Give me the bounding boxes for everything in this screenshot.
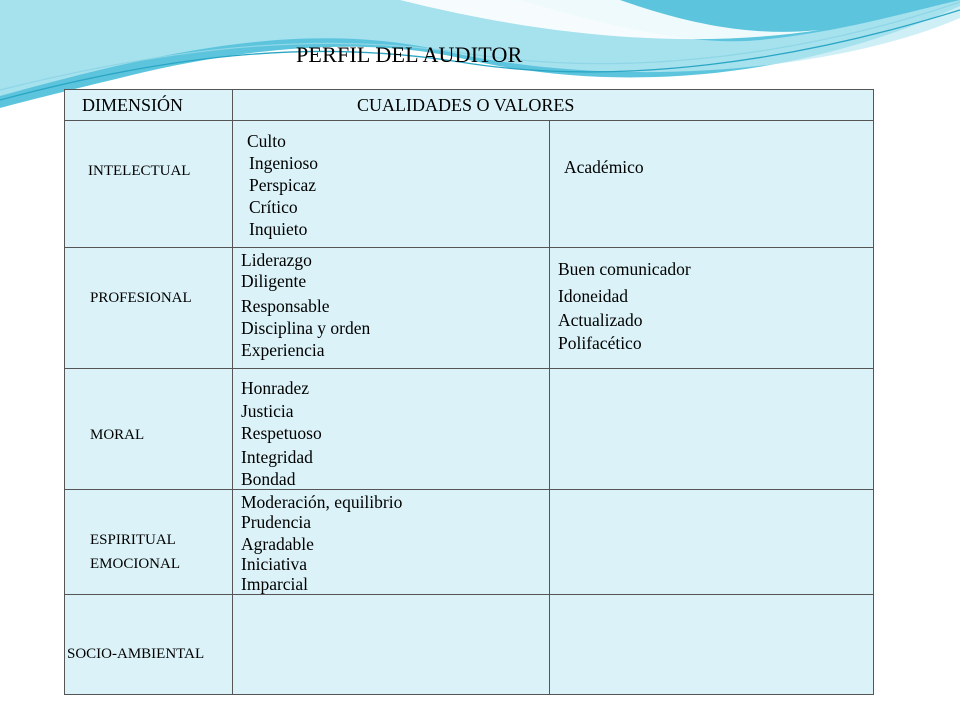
- header-qualities: CUALIDADES O VALORES: [357, 95, 575, 115]
- row-divider: [65, 489, 873, 490]
- row-divider: [65, 594, 873, 595]
- quality-item: Actualizado: [558, 310, 643, 330]
- quality-list-espiritual: [241, 492, 402, 595]
- quality-list-intelectual-extra: [564, 156, 644, 178]
- quality-list-profesional-extra: [558, 258, 691, 354]
- column-divider: [232, 90, 233, 694]
- page-title: PERFIL DEL AUDITOR: [296, 42, 523, 67]
- quality-item: Agradable: [241, 534, 314, 554]
- quality-item: Prudencia: [241, 512, 311, 532]
- quality-item: Ingenioso: [249, 153, 319, 173]
- quality-item: Experiencia: [241, 340, 325, 360]
- quality-item: Inquieto: [249, 219, 308, 239]
- quality-list-intelectual: [247, 130, 318, 240]
- quality-list-profesional: [241, 250, 370, 361]
- quality-item: Académico: [564, 157, 644, 177]
- profile-table: [64, 89, 874, 695]
- dimension-profesional: PROFESIONAL: [90, 290, 192, 306]
- quality-item: Liderazgo: [241, 250, 312, 270]
- dimension-socio-ambiental: SOCIO-AMBIENTAL: [67, 646, 205, 662]
- column-divider: [549, 120, 550, 694]
- quality-item: Diligente: [241, 271, 307, 291]
- dimension-espiritual-emocional: ESPIRITUAL EMOCIONAL: [90, 532, 180, 572]
- dimension-intelectual: INTELECTUAL: [88, 163, 191, 179]
- quality-item: Disciplina y orden: [241, 318, 371, 338]
- header-dimension: DIMENSIÓN: [82, 95, 183, 115]
- quality-item: Honradez: [241, 378, 310, 398]
- quality-item: Crítico: [249, 197, 298, 217]
- row-divider: [65, 368, 873, 369]
- quality-list-moral: [241, 376, 322, 488]
- quality-item: Culto: [247, 131, 286, 151]
- quality-item: Imparcial: [241, 574, 309, 594]
- dimension-moral: MORAL: [90, 427, 145, 443]
- quality-item: Iniciativa: [241, 554, 308, 574]
- quality-item: Bondad: [241, 469, 296, 489]
- quality-item: Respetuoso: [241, 423, 322, 443]
- quality-item: Perspicaz: [249, 175, 317, 195]
- quality-item: Idoneidad: [558, 286, 628, 306]
- row-divider: [65, 247, 873, 248]
- quality-item: Buen comunicador: [558, 259, 691, 279]
- quality-item: Moderación, equilibrio: [241, 492, 403, 512]
- row-divider: [65, 120, 873, 121]
- quality-item: Responsable: [241, 296, 330, 316]
- quality-item: Integridad: [241, 447, 313, 467]
- quality-item: Justicia: [241, 401, 294, 421]
- quality-item: Polifacético: [558, 333, 642, 353]
